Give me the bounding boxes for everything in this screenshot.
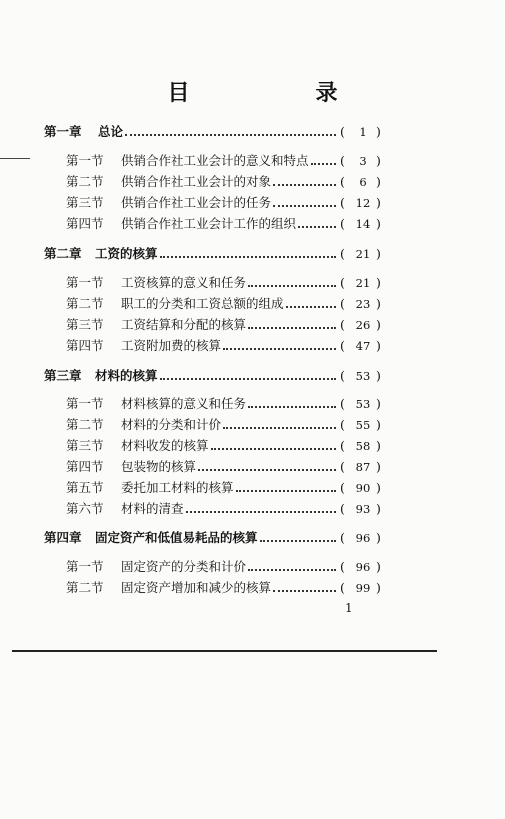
toc-label: 第四节 <box>66 338 104 353</box>
open-paren: ( <box>340 417 345 432</box>
toc-title: 工资的核算 <box>95 246 158 261</box>
open-paren: ( <box>340 368 345 383</box>
toc-leader-dots <box>160 366 336 380</box>
toc-leader-dots <box>260 528 336 542</box>
open-paren: ( <box>340 124 345 139</box>
toc-leader-dots <box>248 557 336 571</box>
toc-section-row <box>0 294 505 314</box>
close-paren: ) <box>376 530 381 545</box>
toc-page-number: 21 <box>355 276 371 290</box>
open-paren: ( <box>340 153 345 168</box>
toc-chapter-row <box>0 366 505 386</box>
toc-title: 供销合作社工业会计的对象 <box>121 174 272 189</box>
toc-title: 总论 <box>98 124 124 139</box>
toc-page-number: 53 <box>355 397 371 411</box>
close-paren: ) <box>376 317 381 332</box>
toc-page-number: 99 <box>355 581 371 595</box>
toc-label: 第一节 <box>66 396 104 411</box>
toc-title: 固定资产和低值易耗品的核算 <box>95 530 258 545</box>
toc-label: 第四章 <box>44 530 82 545</box>
close-paren: ) <box>376 480 381 495</box>
toc-leader-dots <box>211 436 336 450</box>
toc-page-number: 14 <box>355 217 371 231</box>
toc-section-row <box>0 499 505 519</box>
toc-page-number: 26 <box>355 318 371 332</box>
toc-section-row <box>0 193 505 213</box>
close-paren: ) <box>376 153 381 168</box>
toc-section-row <box>0 436 505 456</box>
toc-leader-dots <box>223 336 336 350</box>
toc-page-number: 93 <box>355 502 371 516</box>
toc-page-number: 87 <box>355 460 371 474</box>
bottom-rule <box>12 650 437 652</box>
toc-section-row <box>0 578 505 598</box>
close-paren: ) <box>376 246 381 261</box>
toc-label: 第六节 <box>66 501 104 516</box>
toc-label: 第一节 <box>66 275 104 290</box>
toc-title: 材料的分类和计价 <box>121 417 222 432</box>
toc-leader-dots <box>223 415 336 429</box>
toc-label: 第四节 <box>66 216 104 231</box>
toc-title: 工资附加费的核算 <box>121 338 222 353</box>
open-paren: ( <box>340 396 345 411</box>
toc-chapter-row <box>0 122 505 142</box>
toc-section-row <box>0 214 505 234</box>
toc-label: 第一章 <box>44 124 82 139</box>
toc-label: 第二节 <box>66 417 104 432</box>
page-title: 目 录 <box>167 81 390 106</box>
toc-section-row <box>0 478 505 498</box>
open-paren: ( <box>340 246 345 261</box>
toc-leader-dots <box>273 193 336 207</box>
toc-section-row <box>0 315 505 335</box>
open-paren: ( <box>340 501 345 516</box>
open-paren: ( <box>340 317 345 332</box>
close-paren: ) <box>376 559 381 574</box>
close-paren: ) <box>376 501 381 516</box>
toc-label: 第四节 <box>66 459 104 474</box>
close-paren: ) <box>376 174 381 189</box>
toc-page-number: 47 <box>355 339 371 353</box>
toc-label: 第三章 <box>44 368 82 383</box>
toc-title: 职工的分类和工资总额的组成 <box>121 296 284 311</box>
open-paren: ( <box>340 195 345 210</box>
open-paren: ( <box>340 530 345 545</box>
toc-chapter-row <box>0 528 505 548</box>
toc-leader-dots <box>125 122 336 136</box>
toc-title: 供销合作社工业会计的任务 <box>121 195 272 210</box>
toc-leader-dots <box>273 578 336 592</box>
close-paren: ) <box>376 275 381 290</box>
toc-label: 第三节 <box>66 438 104 453</box>
toc-title: 委托加工材料的核算 <box>121 480 234 495</box>
toc-label: 第三节 <box>66 317 104 332</box>
toc-title: 材料的核算 <box>95 368 158 383</box>
toc-label: 第二节 <box>66 296 104 311</box>
toc-section-row <box>0 336 505 356</box>
scan-mark <box>0 158 30 159</box>
open-paren: ( <box>340 275 345 290</box>
toc-label: 第二章 <box>44 246 82 261</box>
open-paren: ( <box>340 216 345 231</box>
page-number: 1 <box>345 601 353 615</box>
toc-title: 工资核算的意义和任务 <box>121 275 247 290</box>
close-paren: ) <box>376 368 381 383</box>
open-paren: ( <box>340 459 345 474</box>
open-paren: ( <box>340 559 345 574</box>
toc-page-number: 58 <box>355 439 371 453</box>
open-paren: ( <box>340 338 345 353</box>
toc-page-number: 6 <box>359 175 367 189</box>
toc-title: 供销合作社工业会计工作的组织 <box>121 216 297 231</box>
toc-leader-dots <box>186 499 336 513</box>
close-paren: ) <box>376 124 381 139</box>
toc-page-number: 53 <box>355 369 371 383</box>
close-paren: ) <box>376 216 381 231</box>
toc-label: 第二节 <box>66 174 104 189</box>
close-paren: ) <box>376 580 381 595</box>
toc-page-number: 96 <box>355 531 371 545</box>
toc-section-row <box>0 394 505 414</box>
open-paren: ( <box>340 480 345 495</box>
toc-title: 固定资产的分类和计价 <box>121 559 247 574</box>
toc-leader-dots <box>236 478 336 492</box>
close-paren: ) <box>376 296 381 311</box>
toc-page-number: 12 <box>355 196 371 210</box>
open-paren: ( <box>340 438 345 453</box>
toc-section-row <box>0 557 505 577</box>
toc-page-number: 90 <box>355 481 371 495</box>
open-paren: ( <box>340 174 345 189</box>
toc-title: 材料核算的意义和任务 <box>121 396 247 411</box>
toc-title: 工资结算和分配的核算 <box>121 317 247 332</box>
toc-title: 材料的清查 <box>121 501 184 516</box>
toc-section-row <box>0 457 505 477</box>
toc-leader-dots <box>160 244 336 258</box>
toc-page-number: 96 <box>355 560 371 574</box>
toc-page-number: 23 <box>355 297 371 311</box>
toc-title: 材料收发的核算 <box>121 438 209 453</box>
toc-label: 第二节 <box>66 580 104 595</box>
close-paren: ) <box>376 195 381 210</box>
open-paren: ( <box>340 580 345 595</box>
toc-leader-dots <box>198 457 336 471</box>
toc-section-row <box>0 151 505 171</box>
toc-leader-dots <box>248 273 336 287</box>
toc-section-row <box>0 415 505 435</box>
toc-section-row <box>0 172 505 192</box>
open-paren: ( <box>340 296 345 311</box>
toc-label: 第三节 <box>66 195 104 210</box>
toc-leader-dots <box>311 151 336 165</box>
close-paren: ) <box>376 417 381 432</box>
toc-page-number: 1 <box>359 125 367 139</box>
toc-label: 第五节 <box>66 480 104 495</box>
close-paren: ) <box>376 396 381 411</box>
close-paren: ) <box>376 438 381 453</box>
toc-label: 第一节 <box>66 559 104 574</box>
toc-leader-dots <box>286 294 336 308</box>
close-paren: ) <box>376 459 381 474</box>
toc-title: 固定资产增加和减少的核算 <box>121 580 272 595</box>
toc-leader-dots <box>273 172 336 186</box>
toc-leader-dots <box>248 315 336 329</box>
toc-leader-dots <box>298 214 336 228</box>
toc-section-row <box>0 273 505 293</box>
toc-page-number: 3 <box>359 154 367 168</box>
toc-page-number: 55 <box>355 418 371 432</box>
close-paren: ) <box>376 338 381 353</box>
toc-leader-dots <box>248 394 336 408</box>
toc-title: 供销合作社工业会计的意义和特点 <box>121 153 309 168</box>
toc-chapter-row <box>0 244 505 264</box>
toc-page-number: 21 <box>355 247 371 261</box>
toc-label: 第一节 <box>66 153 104 168</box>
toc-title: 包装物的核算 <box>121 459 197 474</box>
